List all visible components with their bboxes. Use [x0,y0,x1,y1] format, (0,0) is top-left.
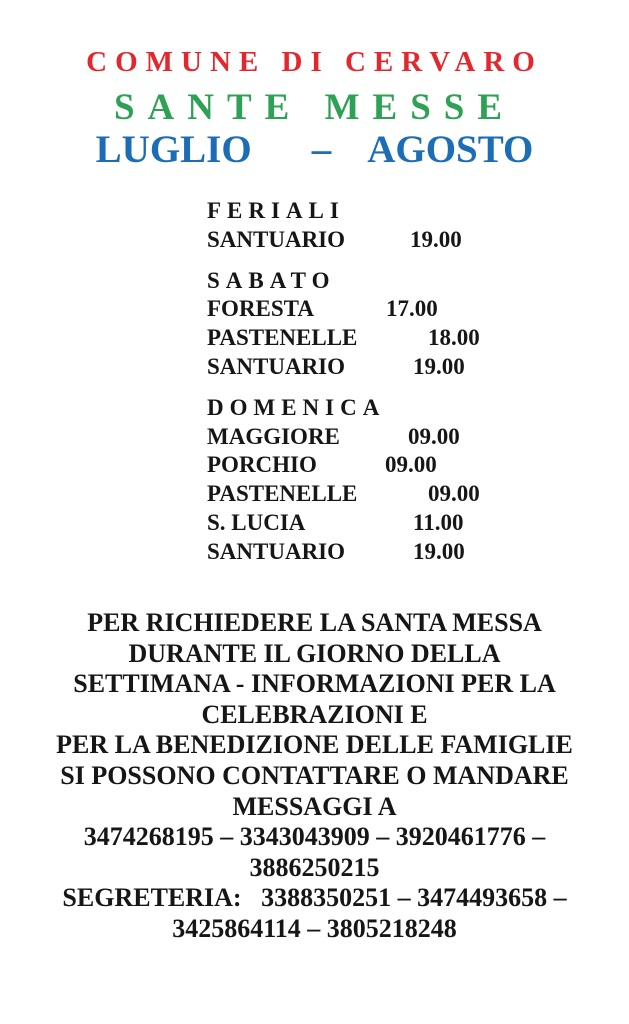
poster-title-comune: COMUNE DI CERVARO [86,46,543,78]
en-dash: – [311,128,332,171]
mass-time: 18.00 [428,325,480,351]
location-name: S. LUCIA [207,509,306,535]
schedule-row [207,324,627,353]
month-agosto: AGOSTO [367,128,534,171]
notice-line: 3425864114 – 3805218248 [172,913,457,943]
location-name: SANTUARIO [207,226,346,252]
section-title: FERIALI [207,198,345,223]
notice-line: DURANTE IL GIORNO DELLA [128,638,501,668]
mass-time: 09.00 [385,452,437,478]
poster-title-months [0,127,629,172]
notice-line: SETTIMANA - INFORMAZIONI PER LA [73,669,556,699]
location-name: PASTENELLE [207,481,358,507]
notice-line: PER RICHIEDERE LA SANTA MESSA [87,608,542,637]
mass-time: 19.00 [413,538,465,564]
location-name: MAGGIORE [207,423,340,449]
schedule-row [207,509,627,538]
schedule-row [207,480,627,509]
section-title: DOMENICA [207,394,386,420]
schedule-row [207,423,627,452]
schedule-section-domenica [207,394,627,567]
location-name: PASTENELLE [207,325,358,351]
schedule-section-feriali [207,197,627,255]
notice-line: PER LA BENEDIZIONE DELLE FAMIGLIE [56,730,573,760]
location-name: SANTUARIO [207,538,346,564]
schedule-row [207,451,627,480]
poster-title-sante-messe: SANTE MESSE [113,87,516,128]
mass-time: 11.00 [413,509,464,535]
location-name: FORESTA [207,296,314,322]
mass-schedule [207,197,627,567]
mass-time: 17.00 [386,296,438,322]
schedule-row [207,538,627,567]
mass-time: 09.00 [428,481,480,507]
mass-time: 09.00 [408,423,460,449]
notice-line: 3474268195 – 3343043909 – 3920461776 – [83,822,546,852]
notice-line: CELEBRAZIONI E [201,699,428,729]
mass-time: 19.00 [410,226,462,252]
notice-line: SI POSSONO CONTATTARE O MANDARE [60,760,569,790]
month-luglio: LUGLIO [95,128,252,171]
schedule-row [207,295,627,324]
section-title: SABATO [207,267,336,293]
schedule-section-sabato [207,267,627,382]
location-name: PORCHIO [207,452,317,478]
schedule-row [207,353,627,382]
schedule-row [207,226,627,255]
notice-line: 3886250215 [249,852,380,882]
notice-line: MESSAGGI A [232,791,397,821]
notice-line: SEGRETERIA: 3388350251 – 3474493658 – [62,883,567,913]
mass-time: 19.00 [413,353,465,379]
notice-text [0,608,629,945]
location-name: SANTUARIO [207,353,346,379]
